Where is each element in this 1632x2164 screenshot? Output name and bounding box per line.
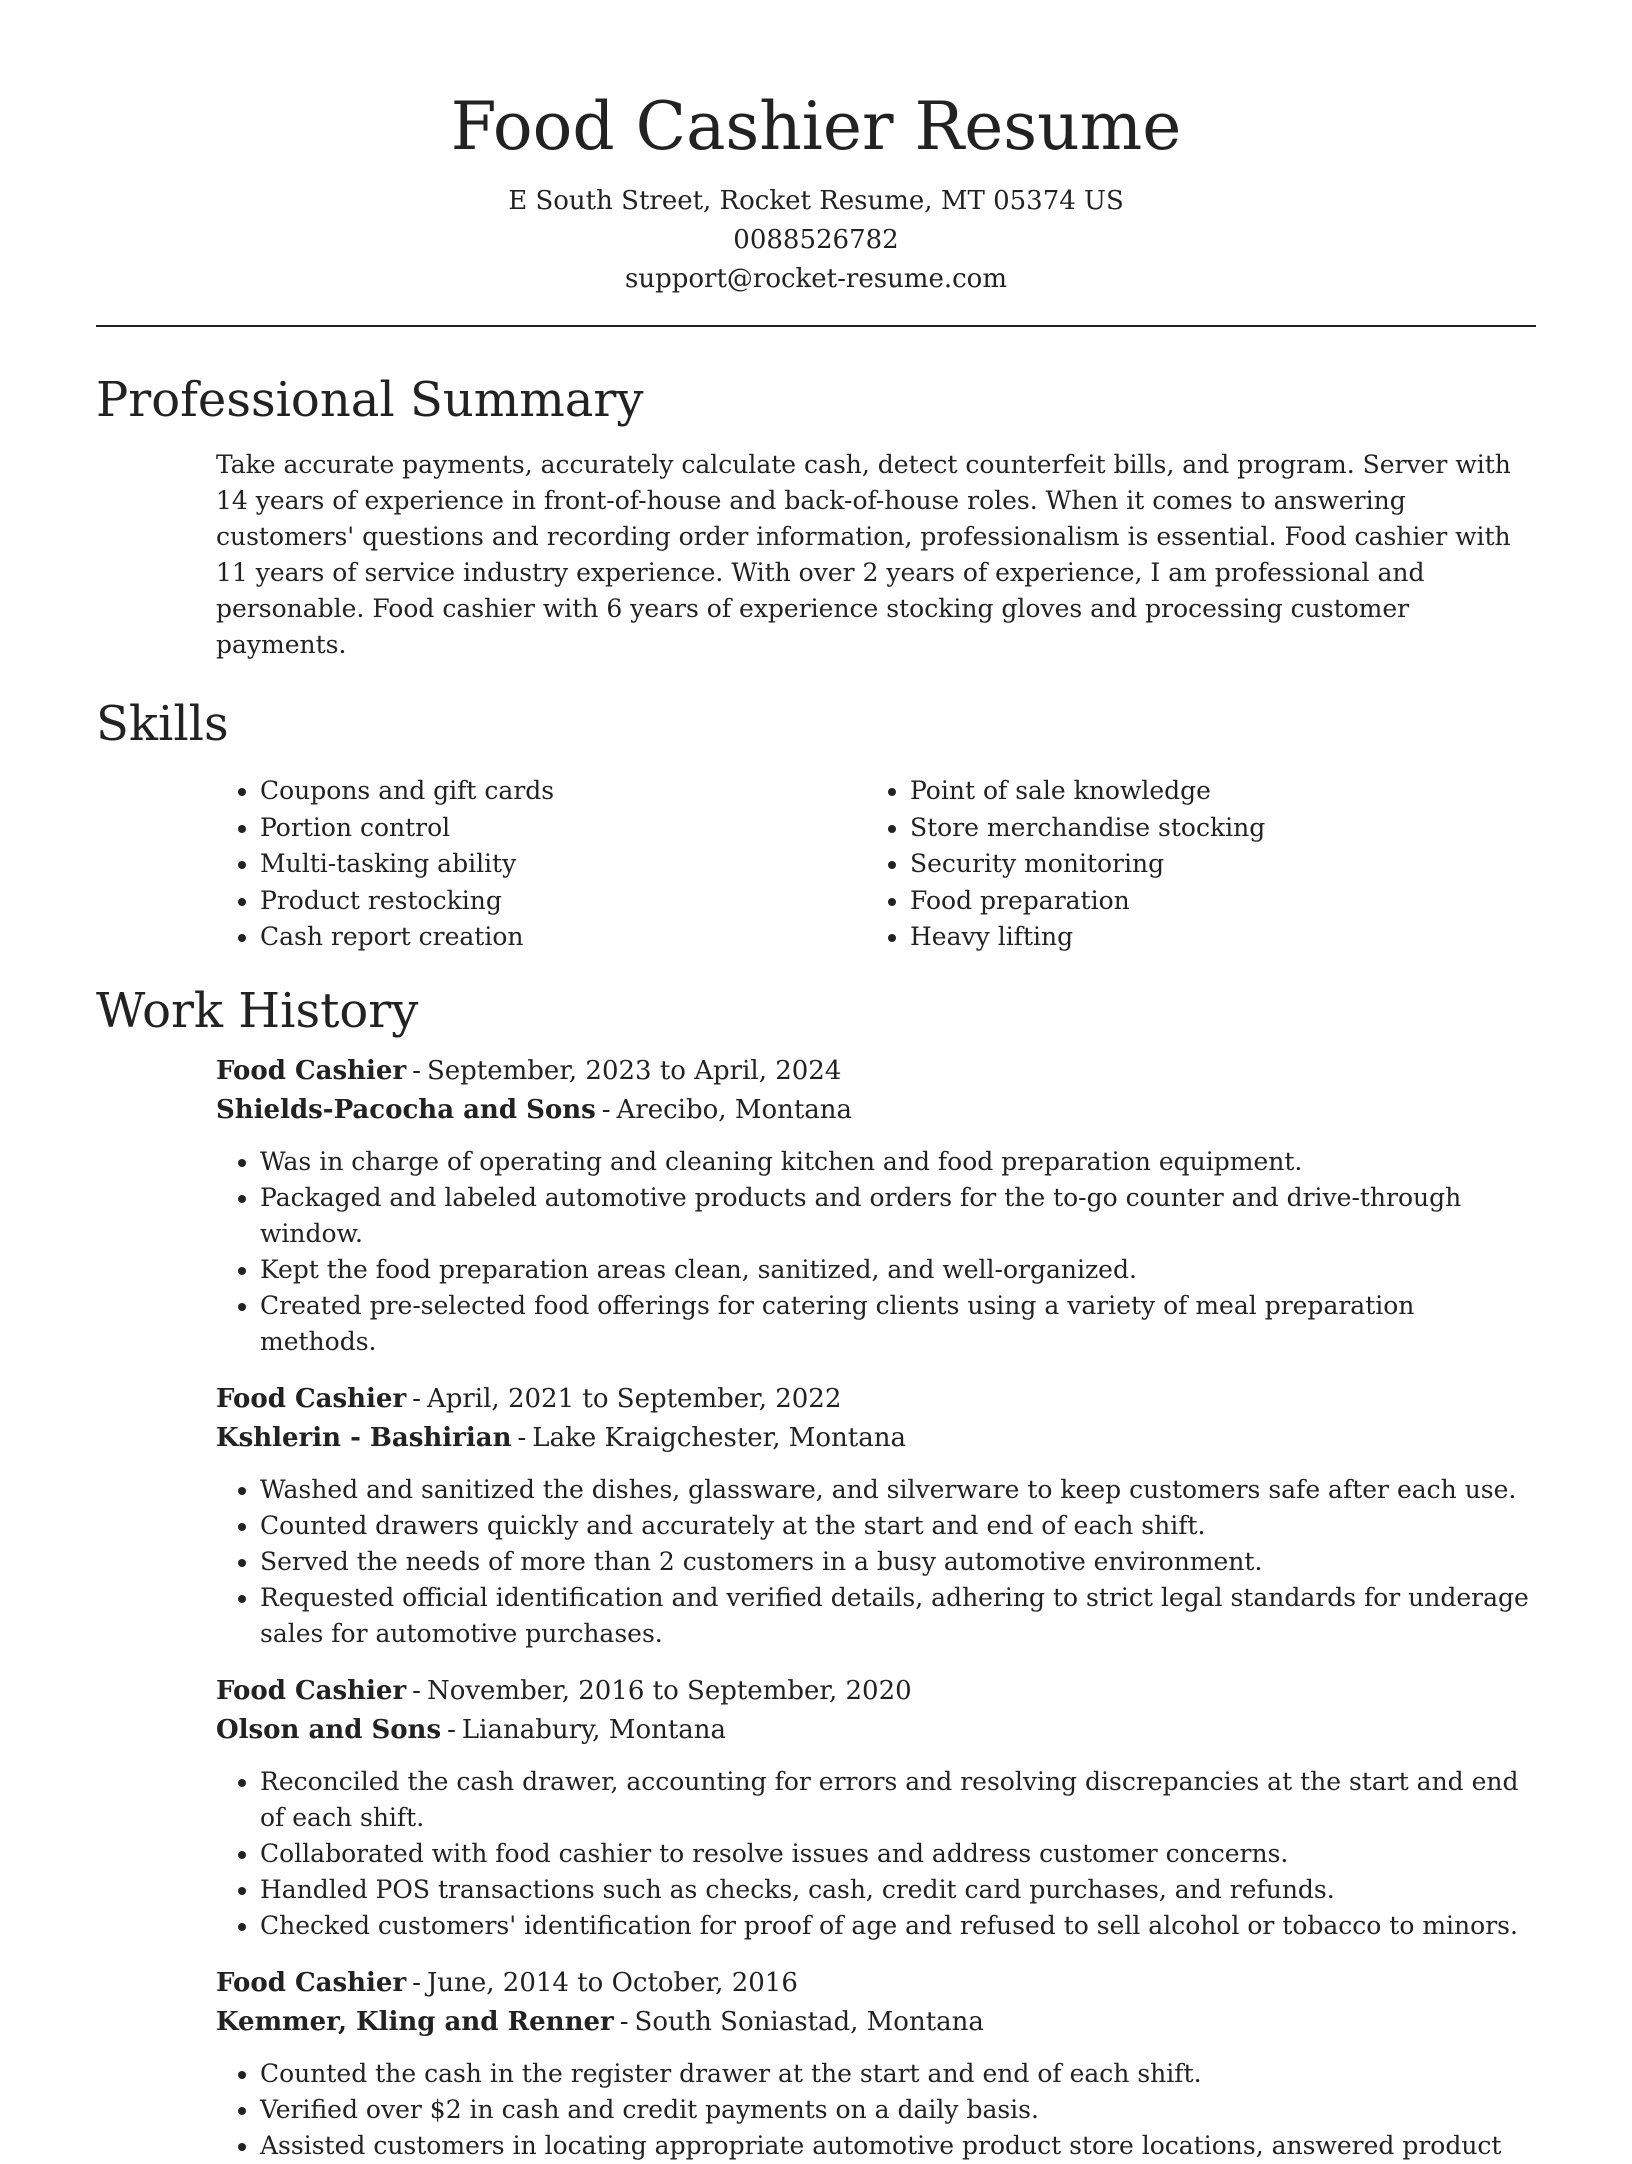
job-bullets <box>216 2056 1536 2164</box>
phone: 0088526782 <box>733 225 899 255</box>
job-bullet: • Checked customers' identification for proof of age and refused to sell alcohol or tobacco to minors. <box>260 1908 1536 1944</box>
job-bullet: • Counted drawers quickly and accurately at the start and end of each shift. <box>260 1508 1536 1544</box>
skill-item: • Cash report creation <box>260 919 886 956</box>
job-company-line <box>216 1419 1536 1458</box>
job-company: Kshlerin - Bashirian <box>216 1422 512 1453</box>
job-role: Food Cashier <box>216 1055 407 1086</box>
separator: - <box>447 1714 456 1745</box>
separator: - <box>412 1383 421 1414</box>
skill-item: • Point of sale knowledge <box>910 773 1536 810</box>
job-entry <box>216 1380 1536 1652</box>
contact-block <box>96 182 1536 299</box>
job-dates: November, 2016 to September, 2020 <box>426 1675 912 1706</box>
job-company: Shields-Pacocha and Sons <box>216 1094 596 1125</box>
email: support@rocket-resume.com <box>624 264 1007 294</box>
skill-item: • Product restocking <box>260 883 886 920</box>
resume-page <box>96 0 1536 2164</box>
address: E South Street, Rocket Resume, MT 05374 US <box>508 186 1124 216</box>
skill-item: • Coupons and gift cards <box>260 773 886 810</box>
work-history-heading: Work History <box>96 982 419 1039</box>
job-entry <box>216 1052 1536 1360</box>
job-bullet: • Handled POS transactions such as checks, cash, credit card purchases, and refunds. <box>260 1872 1536 1908</box>
job-bullet: • Requested official identification and verified details, adhering to strict legal standards for underage sales for automotive purchases. <box>260 1580 1536 1652</box>
skill-item: • Heavy lifting <box>910 919 1536 956</box>
skill-item: • Store merchandise stocking <box>910 810 1536 847</box>
job-role: Food Cashier <box>216 1967 407 1998</box>
work-history-section <box>96 978 1536 2164</box>
job-bullet: • Was in charge of operating and cleaning kitchen and food preparation equipment. <box>260 1144 1536 1180</box>
job-bullet: • Packaged and labeled automotive products and orders for the to-go counter and drive-through window. <box>260 1180 1536 1252</box>
job-location: Lake Kraigchester, Montana <box>532 1422 906 1453</box>
job-company-line <box>216 1711 1536 1750</box>
skills-heading: Skills <box>96 696 229 752</box>
skills-columns <box>216 773 1536 956</box>
job-company-line <box>216 1091 1536 1130</box>
job-bullets <box>216 1764 1536 1944</box>
job-title-line <box>216 1672 1536 1711</box>
resume-header <box>96 82 1536 299</box>
separator: - <box>517 1422 527 1453</box>
job-bullet: • Counted the cash in the register drawer at the start and end of each shift. <box>260 2056 1536 2092</box>
skill-item: • Food preparation <box>910 883 1536 920</box>
job-location: Lianabury, Montana <box>461 1714 727 1745</box>
job-title-line <box>216 1964 1536 2003</box>
job-dates: September, 2023 to April, 2024 <box>426 1055 842 1086</box>
skill-item: • Portion control <box>260 810 886 847</box>
header-divider <box>96 325 1536 327</box>
separator: - <box>412 1055 421 1086</box>
job-entry <box>216 1672 1536 1944</box>
job-dates: April, 2021 to September, 2022 <box>426 1383 842 1414</box>
summary-section <box>96 367 1536 663</box>
skills-list-right <box>886 773 1536 956</box>
job-location: Arecibo, Montana <box>616 1094 853 1125</box>
job-bullet: • Verified over $2 in cash and credit payments on a daily basis. <box>260 2092 1536 2128</box>
skill-item: • Security monitoring <box>910 846 1536 883</box>
job-entry <box>216 1964 1536 2164</box>
job-company: Kemmer, Kling and Renner <box>216 2006 614 2037</box>
separator: - <box>412 1967 421 1998</box>
job-bullet: • Assisted customers in locating appropriate automotive product store locations, answered product <box>260 2128 1536 2164</box>
job-title-line <box>216 1380 1536 1419</box>
separator: - <box>601 1094 611 1125</box>
summary-text: Take accurate payments, accurately calculate cash, detect counterfeit bills, and program. Server with 14 years of experience in front-of-house and back-of-house roles. When it comes to answering customers' questions and recording order information, professionalism is essential. Food cashier with 11 years of service industry experience. With over 2 years of experience, I am professional and personable. Food cashier with 6 years of experience stocking gloves and processing customer payments. <box>216 450 1511 659</box>
job-role: Food Cashier <box>216 1675 407 1706</box>
job-bullets <box>216 1472 1536 1652</box>
job-dates: June, 2014 to October, 2016 <box>426 1967 798 1998</box>
job-role: Food Cashier <box>216 1383 407 1414</box>
job-location: South Soniastad, Montana <box>634 2006 984 2037</box>
job-company-line <box>216 2003 1536 2042</box>
job-bullet: • Reconciled the cash drawer, accounting for errors and resolving discrepancies at the start and end of each shift. <box>260 1764 1536 1836</box>
job-bullet: • Kept the food preparation areas clean, sanitized, and well-organized. <box>260 1252 1536 1288</box>
job-bullet: • Collaborated with food cashier to resolve issues and address customer concerns. <box>260 1836 1536 1872</box>
separator: - <box>619 2006 629 2037</box>
skills-section <box>96 691 1536 956</box>
summary-heading: Professional Summary <box>96 372 644 428</box>
job-company: Olson and Sons <box>216 1714 442 1745</box>
job-bullet: • Created pre-selected food offerings for catering clients using a variety of meal preparation methods. <box>260 1288 1536 1360</box>
resume-title: Food Cashier Resume <box>450 88 1182 165</box>
skill-item: • Multi-tasking ability <box>260 846 886 883</box>
separator: - <box>412 1675 421 1706</box>
job-bullets <box>216 1144 1536 1360</box>
job-title-line <box>216 1052 1536 1091</box>
job-bullet: • Served the needs of more than 2 customers in a busy automotive environment. <box>260 1544 1536 1580</box>
skills-list-left <box>216 773 886 956</box>
job-bullet: • Washed and sanitized the dishes, glassware, and silverware to keep customers safe after each use. <box>260 1472 1536 1508</box>
